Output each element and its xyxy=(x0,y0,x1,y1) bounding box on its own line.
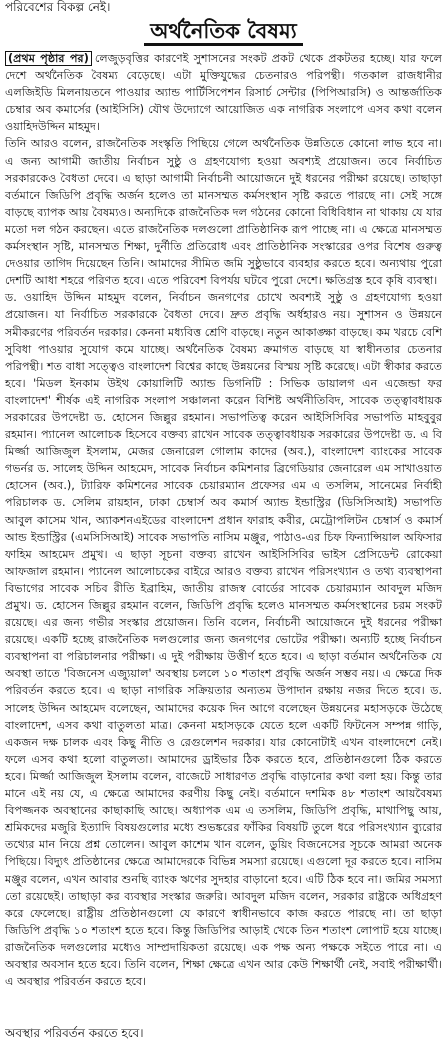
previous-article-fragment: পরিবেশের বিকল্প নেই। xyxy=(5,0,111,14)
continuation-label: (প্রথম পৃষ্ঠার পর) xyxy=(5,51,92,66)
paragraph-text: ড. ওয়াহিদ উদ্দিন মাহমুদ বলেন, নির্বাচন জনগণের চোখে অবশ্যই সুষ্ঠু ও গ্রহণযোগ্য হওয়া প্রয়োজন। যা নির্বাচিত সরকারকে বৈধতা দেবে। দ্রুত প্রবৃদ্ধি অর্ধহারও নয়। সুশাসন ও উন্নয়নে সমীকরণের পরিবর্তন দরকার। কেননা মধ্যবিত্ত শ্রেণি বাড়ছে। নতুন আকাঙ্ক্ষা বাড়ছে। কম খরচে বেশি সুবিধা পাওয়ার সুযোগ কমে যাচ্ছে। অর্থনৈতিক বৈষম্য ক্রমাগত বাড়ছে যা স্বাধীনতার চেতনার পরিপন্থী। শত বাধা সত্ত্বেও বাংলাদেশ বিশ্বের কাছে উন্নয়নের বিস্ময় সৃষ্টি করেছে। এটা স্বীকার করতে হবে। 'মিডল ইনকাম উইথ কোয়ালিটি অ্যান্ড ডিগনিটি : সিভিক ডায়ালগ এন এজেন্ডা ফর বাংলাদেশ' শীর্ষক এই নাগরিক সংলাপ সঞ্চালনা করেন বিশিষ্ট অর্থনীতিবিদ, সাবেক তত্ত্বাবধায়ক সরকারের উপদেষ্টা ড. হোসেন জিল্লুর রহমান। সভাপতিত্ব করেন আইসিসিবির সভাপতি মাহবুবুর রহমান। প্যানেল আলোচক হিসেবে বক্তব্য রাখেন সাবেক তত্ত্বাবধায়ক সরকারের উপদেষ্টা ড. এ বি মির্জ্জা আজিজুল ইসলাম, মেজর জেনারেল গোলাম কাদের (অব.), বাংলাদেশ ব্যাংকের সাবেক গভর্নর ড. সালেহ উদ্দিন আহমেদ, সাবেক নির্বাচন কমিশনার ব্রিগেডিয়ার জেনারেল এম সাখাওয়াত হোসেন (অব.), ট্যারিফ কমিশনের সাবেক চেয়ারম্যান প্রফেসর এম এ তসলিম, সানেমের নির্বাহী পরিচালক ড. সেলিম রায়হান, ঢাকা চেম্বার্স অব কমার্স অ্যান্ড ইন্ডাস্ট্রির (ডিসিসিআই) সভাপতি আবুল কাসেম খান, অ্যাকশনএইডের বাংলাদেশ প্রধান ফারাহ কবীর, মেট্রোপলিটন চেম্বার্স ও কমার্স আন্ড ইন্ডাস্ট্রির (এমসিসিআই) সাবেক সভাপতি নাসিম মঞ্জুর, পাঠাও-এর চিফ ফিন্যান্সিয়াল অফিসার ফাহিম আহমেদ প্রমুখ। এ ছাড়া সূচনা বক্তব্য রাখেন আইসিসিবির ভাইস প্রেসিডেন্ট রোকেয়া আফজাল রহমান। প্যানেল আলোচকের বাইরে আরও বক্তব্য রাখেন পরিসংখ্যান ও তথ্য ব্যবস্থাপনা বিভাগের সাবেক সচিব রীতি ইব্রাহিম, জাতীয় রাজস্ব বোর্ডের সাবেক চেয়ারম্যান আবদুল মজিদ প্রমুখ। ড. হোসেন জিল্লুর রহমান বলেন, জিডিপি প্রবৃদ্ধি হলেও মানসম্মত কর্মসংস্থানের চরম সংকট রয়েছে। এর জন্য গভীর সংস্কার প্রয়োজন। তিনি বলেন, নির্বাচনী আয়োজনে দুই ধরনের পরীক্ষা রয়েছে। একটি হচ্ছে রাজনৈতিক দলগুলোর জন্য জনগণের ভোটের পরীক্ষা। অন্যটি হচ্ছে নির্বাচন ব্যবস্থাপনা বা পরিচালনার পরীক্ষা। এ দুই পরীক্ষায় উত্তীর্ণ হতে হবে। এ ছাড়া বর্তমান অর্থনৈতিক যে অবস্থা তাতে 'বিজনেস এজ্যুয়াল' অবস্থায় চললে ১০ শতাংশ প্রবৃদ্ধি অর্জন সম্ভব নয়। এ ক্ষেত্রে দিক পরিবর্তন করতে হবে। এ ছাড়া নাগরিক সক্রিয়তার অন্যতম উপাদান রক্ষায় নজর দিতে হবে। ড. সালেহ উদ্দিন আহমেদ বলেছেন, আমাদের কয়েক দিন আগে বলেছেন উন্নয়নের মহাসড়কে উঠেছে বাংলাদেশ, এসব কথা বাতুলতা মাত্র। কেননা মহাসড়কে যেতে হলে একটি ফিটনেস সম্পন্ন গাড়ি, একজন দক্ষ চালক এবং কিছু নীতি ও রেগুলেশন দরকার। যার কোনোটাই এখন বাংলাদেশে নেই। ফলে এসব কথা হলো বাতুলতা। আমাদের ড্রাইভার ঠিক করতে হবে, প্রতিষ্ঠানগুলো ঠিক করতে হবে। মির্জ্জা আজিজুল ইসলাম বলেন, বাজেটে সাধারণত প্রবৃদ্ধি বাড়ানোর কথা বলা হয়। কিন্তু তার মানে এই নয় যে, এ ক্ষেত্রে আমাদের করণীয় কিছু নেই। বর্তমানে দশমিক ৪৮ শতাংশ আয়বৈষম্য বিপজ্জনক অবস্থানের কাছাকাছি আছে। অধ্যাপক এম এ তসলিম, জিডিপি প্রবৃদ্ধি, মাথাপিছু আয়, শ্রমিকদের মজুরি ইত্যাদি বিষয়গুলোর মধ্যে শুভঙ্করের ফাঁকির বিষয়টি তুলে ধরে পরিসংখ্যান ব্যুরোর তথ্যের মান নিয়ে প্রশ্ন তোলেন। আবুল কাশেম খান বলেন, ডুয়িং বিজনেসের সূচকে আমরা অনেক পিছিয়ে। বিদ্যুৎ প্রতিষ্ঠানের ক্ষেত্রে আমাদেরকে বিভিন্ন সমস্যা রয়েছে। এগুলো দূর করতে হবে। নাসিম মঞ্জুর বলেন, এখন আবার শুনছি ব্যাংক ঋণের সুদহার বাড়ানো হবে। এটি ঠিক হবে না। জমির সমস্যা তো রয়েছেই। তাছাড়া কর ব্যবস্থার সংস্কার জরুরি। আবদুল মজিদ বলেন, সরকার রাষ্ট্রকে অধিগ্রহণ করে ফেলেছে। রাষ্ট্রীয় প্রতিষ্ঠানগুলো যে কারণে স্বাধীনভাবে কাজ করতে পারছে না। তা ছাড়া জিডিপি প্রবৃদ্ধি ১০ শতাংশ হতে হবে। কিন্তু জিডিপির আড়াই খেকে তিন শতাংশ লোপাট হয়ে যাচ্ছে। রাজনৈতিক দলগুলোর মধ্যেও সাম্প্রদায়িকতা রয়েছে। এক পক্ষ অন্য পক্ষকে সইতে পারে না। এ অবস্থার অবসান হতে হবে। তিনি বলেন, শিক্ষা ক্ষেত্রে এখন আর কেউ শিক্ষার্থী নেই, সবাই পরীক্ষার্থী। এ অবস্থার পরিবর্তন করতে হবে। xyxy=(5,291,442,989)
paragraph-text: তিনি আরও বলেন, রাজনৈতিক সংস্কৃতি পিছিয়ে গেলে অর্থনৈতিক উন্নতিতে কোনো লাভ হবে না। এ জন্য আগামী জাতীয় নির্বাচন সুষ্ঠু ও গ্রহণযোগ্য হওয়া অবশ্যই প্রয়োজন। তবে নির্বাচিত সরকারকেও বৈধতা দেবে। এ ছাড়া আগামী নির্বাচনী আয়োজনে দুই ধরনের পরীক্ষা রয়েছে। তাছাড়া বর্তমানে জিডিপি প্রবৃদ্ধি অর্জন হলেও তা মানসম্মত কর্মসংস্থান সৃষ্টি করতে পারছে না। সেই সঙ্গে বাড়ছে ব্যাপক আয় বৈষম্যও। অন্যদিকে রাজনৈতিক দল গঠনের কোনো বিধিবিধান না থাকায় যে যার মতো দল গঠন করছেন। এতে রাজনৈতিক দলগুলো প্রাতিষ্ঠানিক রূপ পাচ্ছে না। এ ক্ষেত্রে মানসম্মত কর্মসংস্থান সৃষ্টি, মানসম্মত শিক্ষা, দুর্নীতি প্রতিরোধ এবং প্রাতিষ্ঠানিক সংস্কারের ওপর বিশেষ গুরুত্ব দেওয়ার তাগিদ দিয়েছেন তিনি। আমাদের সীমিত জমি সুষ্ঠুভাবে ব্যবহার করতে হবে। অন্যথায় পুরো দেশটি আধা শহরে পরিণত হবে। এতে পরিবেশ বিপর্যয় ঘটবে পুরো দেশে। ক্ষতিগ্রস্ত হবে কৃষি ব্যবস্থা। xyxy=(5,137,442,288)
cut-off-last-line: অবস্থার পরিবর্তন করতে হবে। xyxy=(5,1026,442,1041)
article-headline: অর্থনৈতিক বৈষম্য xyxy=(144,19,302,46)
article-paragraph xyxy=(5,50,442,135)
article-paragraph xyxy=(5,289,442,990)
headline-container xyxy=(5,19,442,46)
article-paragraph xyxy=(5,135,442,289)
article-body xyxy=(5,50,442,990)
paragraph-text: লেজুড়বৃত্তির কারণেই সুশাসনের সংকট প্রকট থেকে প্রকটতর হচ্ছে। যার ফলে দেশে অর্থনৈতিক বৈষম্য বেড়েছে। এটা মুক্তিযুদ্ধের চেতনারও পরিপন্থী। গতকাল রাজধানীর এলজিইডি মিলনায়তনে পাওয়ার অ্যান্ড পার্টিসিপেশন রিসার্চ সেন্টার (পিপিআরসি) ও আন্তর্জাতিক চেম্বার অব কমার্সের (আইসিসি) যৌথ উদ্যোগে আয়োজিত এক নাগরিক সংলাপে এসব কথা বলেন ওয়াহিদউদ্দিন মাহমুদ। xyxy=(5,52,442,134)
